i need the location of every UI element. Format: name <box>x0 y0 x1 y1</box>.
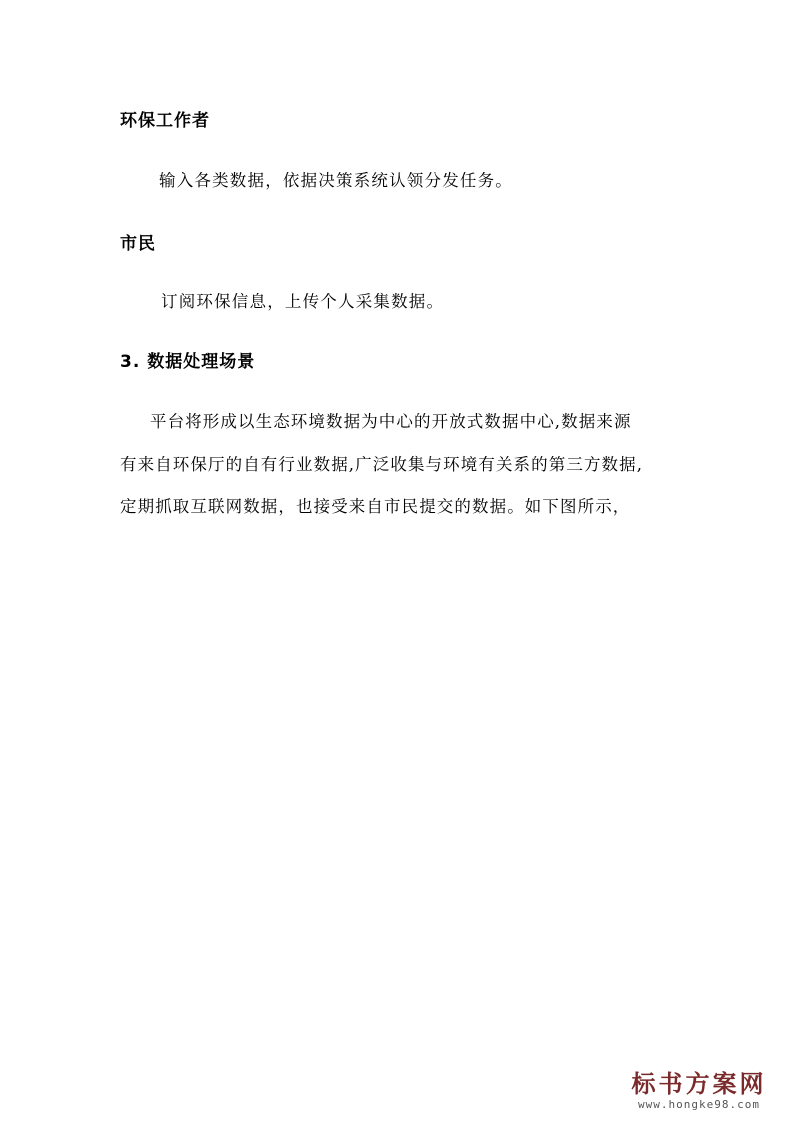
paragraph-line-2: 有来自环保厅的自有行业数据,广泛收集与环境有关系的第三方数据, <box>120 455 644 474</box>
heading-citizen: 市民 <box>120 234 156 254</box>
paragraph-line-1: 平台将形成以生态环境数据为中心的开放式数据中心,数据来源 <box>150 412 632 431</box>
paragraph-citizen: 订阅环保信息，上传个人采集数据。 <box>161 292 445 311</box>
paragraph-env-worker: 输入各类数据，依据决策系统认领分发任务。 <box>159 171 513 190</box>
watermark-title: 标书方案网 <box>631 1070 767 1098</box>
heading-data-processing: 3. 数据处理场景 <box>120 352 256 372</box>
paragraph-line-3: 定期抓取互联网数据，也接受来自市民提交的数据。如下图所示， <box>120 497 631 516</box>
heading-env-worker: 环保工作者 <box>120 111 210 131</box>
watermark-url: www.hongke98.com <box>638 1098 760 1111</box>
site-watermark <box>619 1070 779 1112</box>
